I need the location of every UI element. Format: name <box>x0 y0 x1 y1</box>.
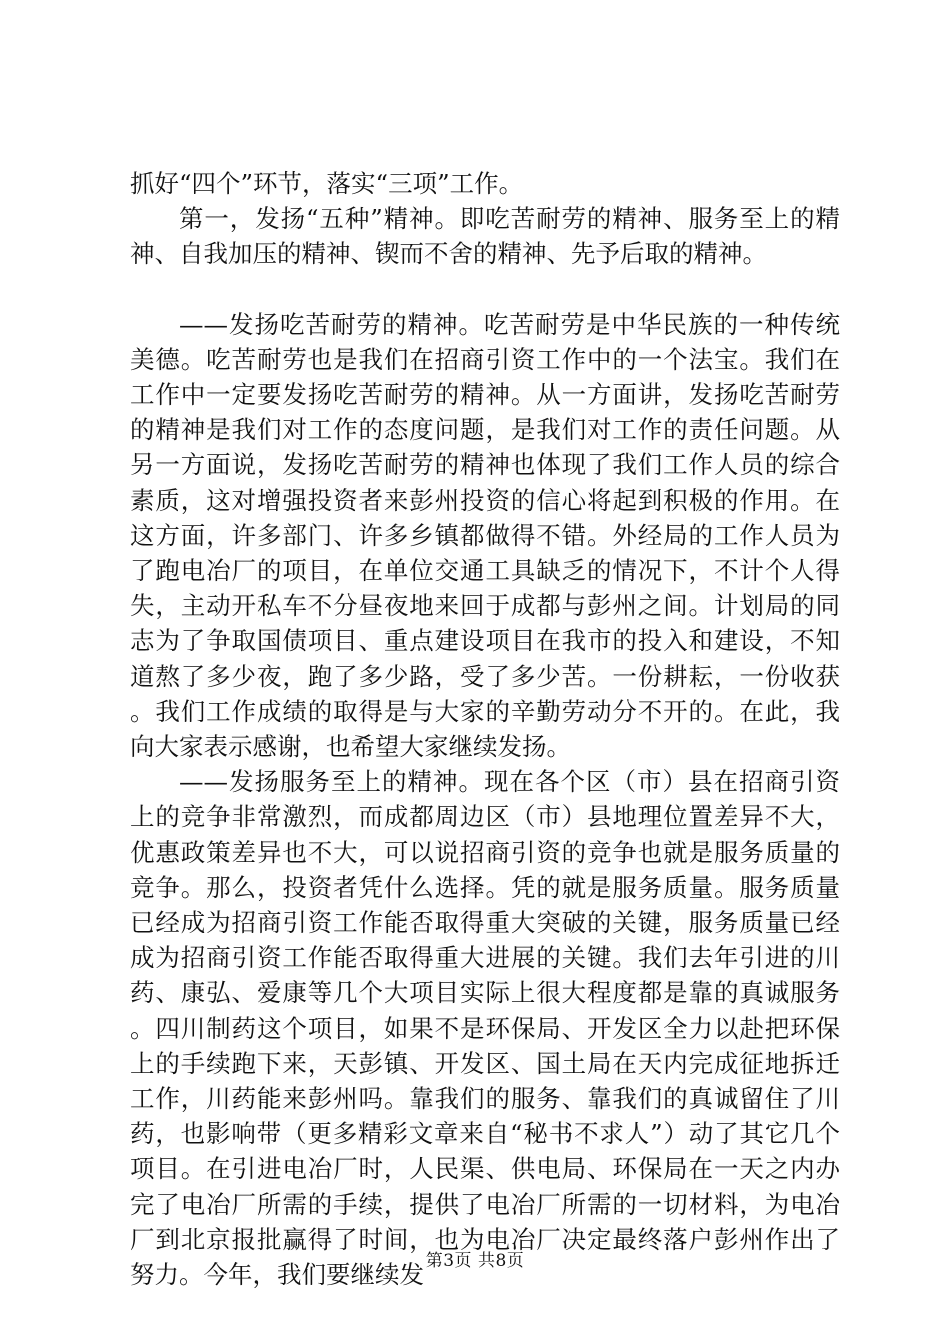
paragraph-service-spirit: ——发扬服务至上的精神。现在各个区（市）县在招商引资上的竞争非常激烈，而成都周边区（市）县地理位置差异不大，优惠政策差异也不大，可以说招商引资的竞争也就是服务质量的竞争。那么，投资者凭什么选择。凭的就是服务质量。服务质量已经成为招商引资工作能否取得重大突破的关键，服务质量已经成为招商引资工作能否取得重大进展的关键。我们去年引进的川药、康弘、爱康等几个大项目实际上很大程度都是靠的真诚服务。四川制药这个项目，如果不是环保局、开发区全力以赴把环保上的手续跑下来，天彭镇、开发区、国土局在天内完成征地拆迁工作，川药能来彭州吗。靠我们的服务、靠我们的真诚留住了川药，也影响带（更多精彩文章来自“秘书不求人”）动了其它几个项目。在引进电冶厂时，人民渠、供电局、环保局在一天之内办完了电冶厂所需的手续，提供了电冶厂所需的一切材料，为电冶厂到北京报批赢得了时间，也为电冶厂决定最终落户彭州作出了努力。今年，我们要继续发 <box>130 767 840 1290</box>
paragraph-intro: 抓好“四个”环节，落实“三项”工作。 <box>130 169 524 198</box>
page-number-footer: 第3页 共8页 <box>425 1251 525 1271</box>
paragraph-hardworking-spirit: ——发扬吃苦耐劳的精神。吃苦耐劳是中华民族的一种传统美德。吃苦耐劳也是我们在招商引资工作中的一个法宝。我们在工作中一定要发扬吃苦耐劳的精神。从一方面讲，发扬吃苦耐劳的精神是我们对工作的态度问题，是我们对工作的责任问题。从另一方面说，发扬吃苦耐劳的精神也体现了我们工作人员的综合素质，这对增强投资者来彭州投资的信心将起到积极的作用。在这方面，许多部门、许多乡镇都做得不错。外经局的工作人员为了跑电冶厂的项目，在单位交通工具缺乏的情况下，不计个人得失，主动开私车不分昼夜地来回于成都与彭州之间。计划局的同志为了争取国债项目、重点建设项目在我市的投入和建设，不知道熬了多少夜，跑了多少路，受了多少苦。一份耕耘，一份收获。我们工作成绩的取得是与大家的辛勤劳动分不开的。在此，我向大家表示感谢，也希望大家继续发扬。 <box>130 309 840 762</box>
document-body <box>130 166 840 1292</box>
paragraph-five-spirits: 第一，发扬“五种”精神。即吃苦耐劳的精神、服务至上的精神、自我加压的精神、锲而不舍的精神、先予后取的精神。 <box>130 204 840 269</box>
